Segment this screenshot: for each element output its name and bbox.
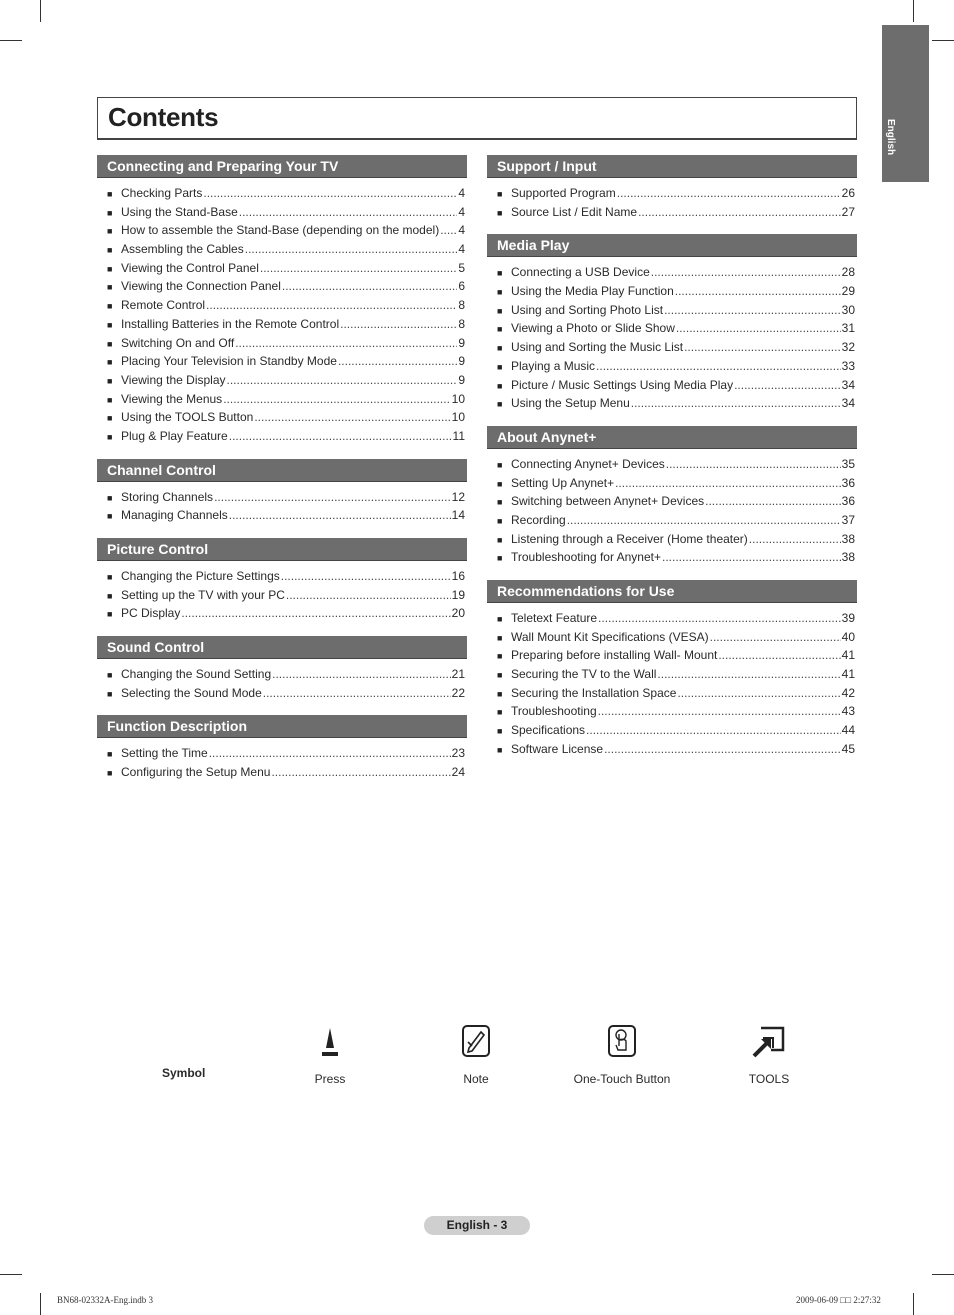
toc-section <box>97 636 467 702</box>
symbol-legend <box>0 1020 954 1090</box>
toc-entry-page: 37 <box>841 512 855 527</box>
bullet-icon: ■ <box>497 515 503 526</box>
toc-entry[interactable] <box>497 357 857 376</box>
toc-entry-page: 4 <box>458 186 465 200</box>
dot-leader <box>615 474 841 493</box>
toc-entry-title: Changing the Sound Setting <box>121 667 272 682</box>
language-tab-label: English <box>885 119 896 156</box>
toc-entry-title: Troubleshooting for Anynet+ <box>511 550 661 565</box>
toc-entry-page: 41 <box>841 648 855 663</box>
toc-entry-title: Installing Batteries in the Remote Control <box>121 316 340 331</box>
toc-entry-title: Recording <box>511 512 566 527</box>
toc-entry-title: Using and Sorting Photo List <box>511 302 664 317</box>
bullet-icon: ■ <box>107 301 113 312</box>
toc-section <box>97 155 467 446</box>
toc-entry[interactable] <box>107 184 467 203</box>
toc-entry[interactable] <box>497 609 857 628</box>
toc-entry-title: Changing the Picture Settings <box>121 569 280 583</box>
dot-leader <box>598 609 841 628</box>
toc-entry-title: Configuring the Setup Menu <box>121 765 271 780</box>
symbol-press <box>290 1020 370 1086</box>
toc-entry-title: Viewing the Menus <box>121 391 223 406</box>
toc-entry-title: Setting up the TV with your PC <box>121 587 285 602</box>
page-title: Contents <box>108 102 219 132</box>
bullet-icon: ■ <box>107 590 113 601</box>
toc-entry-title: Wall Mount Kit Specifications (VESA) <box>511 629 709 644</box>
dot-leader <box>598 702 841 721</box>
toc-entry[interactable] <box>107 567 467 586</box>
dot-leader <box>223 390 450 409</box>
toc-entry-page: 34 <box>841 396 855 411</box>
toc-entry-title: Storing Channels <box>121 489 214 504</box>
toc-entry-page: 40 <box>841 629 855 644</box>
toc-entry-page: 36 <box>841 494 855 509</box>
bullet-icon: ■ <box>107 263 113 274</box>
crop-mark <box>913 0 914 22</box>
bullet-icon: ■ <box>497 688 503 699</box>
bullet-icon: ■ <box>497 380 503 391</box>
toc-entry[interactable] <box>107 371 467 390</box>
toc-entry-title: Listening through a Receiver (Home theater) <box>511 531 748 546</box>
toc-entry-page: 27 <box>841 204 855 219</box>
toc-list <box>487 257 857 413</box>
footer-timestamp: 2009-06-09 □□ 2:27:32 <box>796 1295 881 1305</box>
toc-entry[interactable] <box>497 474 857 493</box>
toc-entry-title: Plug & Play Feature <box>121 428 228 443</box>
dot-leader <box>338 352 457 371</box>
toc-entry-page: 36 <box>841 475 855 490</box>
toc-entry-title: Picture / Music Settings Using Media Play <box>511 377 734 392</box>
toc-entry-page: 8 <box>458 316 465 331</box>
toc-list <box>97 659 467 702</box>
toc-entry-page: 23 <box>451 746 465 761</box>
toc-entry-page: 14 <box>451 508 465 523</box>
dot-leader <box>229 506 451 525</box>
toc-entry-page: 4 <box>458 242 465 257</box>
dot-leader <box>286 586 451 605</box>
toc-entry[interactable] <box>497 740 857 759</box>
section-heading: Connecting and Preparing Your TV <box>97 155 467 178</box>
bullet-icon: ■ <box>497 399 503 410</box>
dot-leader <box>617 184 841 203</box>
toc-entry[interactable] <box>107 684 467 703</box>
dot-leader <box>272 665 451 684</box>
toc-entry-page: 44 <box>841 723 855 738</box>
title-box <box>97 97 857 140</box>
toc-entry-page: 26 <box>841 186 855 200</box>
dot-leader <box>229 427 452 446</box>
toc-entry[interactable] <box>107 744 467 763</box>
bullet-icon: ■ <box>497 670 503 681</box>
toc-entry[interactable] <box>497 282 857 301</box>
bullet-icon: ■ <box>107 609 113 620</box>
toc-entry-page: 43 <box>841 704 855 719</box>
bullet-icon: ■ <box>497 305 503 316</box>
toc-entry-page: 9 <box>458 372 465 387</box>
dot-leader <box>675 282 841 301</box>
toc-list <box>487 603 857 759</box>
dot-leader <box>718 646 840 665</box>
toc-entry-title: Viewing the Control Panel <box>121 260 259 275</box>
dot-leader <box>245 240 458 259</box>
toc-section <box>487 155 857 221</box>
bullet-icon: ■ <box>497 189 503 199</box>
toc-entry-page: 31 <box>841 321 855 336</box>
toc-entry-title: Troubleshooting <box>511 704 597 719</box>
toc-entry-page: 10 <box>451 391 465 406</box>
toc-entry-title: Playing a Music <box>511 358 596 373</box>
toc-entry[interactable] <box>497 721 857 740</box>
toc-entry-page: 32 <box>841 340 855 355</box>
bullet-icon: ■ <box>107 768 113 779</box>
dot-leader <box>676 319 841 338</box>
toc-list <box>97 738 467 781</box>
dot-leader <box>281 567 451 586</box>
toc-list <box>487 178 857 221</box>
toc-entry-page: 33 <box>841 358 855 373</box>
toc-list <box>97 178 467 446</box>
toc-entry[interactable] <box>497 530 857 549</box>
bullet-icon: ■ <box>497 497 503 508</box>
toc-entry-page: 42 <box>841 685 855 700</box>
bullet-icon: ■ <box>497 459 503 470</box>
toc-entry-page: 29 <box>841 284 855 299</box>
dot-leader <box>567 511 841 530</box>
bullet-icon: ■ <box>107 431 113 442</box>
bullet-icon: ■ <box>497 207 503 218</box>
toc-entry-page: 5 <box>458 260 465 275</box>
toc-entry-title: Source List / Edit Name <box>511 204 638 219</box>
bullet-icon: ■ <box>497 707 503 718</box>
toc-entry-page: 21 <box>451 667 465 682</box>
toc-entry[interactable] <box>497 455 857 474</box>
dot-leader <box>340 315 457 334</box>
toc-entry-title: Placing Your Television in Standby Mode <box>121 354 337 369</box>
toc-entry-page: 39 <box>841 611 855 625</box>
toc-section <box>487 580 857 759</box>
bullet-icon: ■ <box>497 632 503 643</box>
bullet-icon: ■ <box>497 553 503 564</box>
toc-entry-title: Supported Program <box>511 186 616 200</box>
toc-entry[interactable] <box>497 263 857 282</box>
dot-leader <box>749 530 841 549</box>
toc-entry-title: Teletext Feature <box>511 611 598 625</box>
bullet-icon: ■ <box>107 338 113 349</box>
toc-entry-title: Connecting Anynet+ Devices <box>511 456 665 471</box>
crop-mark <box>913 1293 914 1315</box>
one-touch-button-icon <box>562 1020 682 1058</box>
dot-leader <box>181 604 450 623</box>
toc-section <box>97 715 467 781</box>
dot-leader <box>604 740 841 759</box>
bullet-icon: ■ <box>497 287 503 298</box>
toc-entry-page: 41 <box>841 667 855 682</box>
bullet-icon: ■ <box>497 614 503 624</box>
dot-leader <box>263 684 451 703</box>
dot-leader <box>203 184 457 203</box>
bullet-icon: ■ <box>107 749 113 760</box>
toc-entry-title: Switching between Anynet+ Devices <box>511 494 705 509</box>
bullet-icon: ■ <box>107 357 113 368</box>
toc-entry-page: 34 <box>841 377 855 392</box>
dot-leader <box>664 301 841 320</box>
toc-entry-page: 4 <box>458 223 465 238</box>
toc-entry[interactable] <box>107 586 467 605</box>
symbol-legend-label: Symbol <box>162 1066 206 1080</box>
dot-leader <box>705 492 841 511</box>
symbol-one-touch-label: One-Touch Button <box>573 1072 671 1086</box>
crop-mark <box>932 1274 954 1275</box>
section-heading: Function Description <box>97 715 467 738</box>
toc-entry[interactable] <box>107 221 467 240</box>
toc-entry-page: 9 <box>458 335 465 350</box>
toc-entry-title: Using the TOOLS Button <box>121 410 254 425</box>
toc-entry-title: Setting the Time <box>121 746 208 761</box>
toc-entry-page: 6 <box>458 279 465 294</box>
toc-list <box>97 482 467 525</box>
toc-entry[interactable] <box>107 259 467 278</box>
note-icon <box>436 1020 516 1058</box>
dot-leader <box>638 203 841 222</box>
symbol-press-label: Press <box>314 1072 346 1086</box>
symbol-note <box>436 1020 516 1086</box>
bullet-icon: ■ <box>497 744 503 755</box>
bullet-icon: ■ <box>107 207 113 218</box>
toc-entry[interactable] <box>497 665 857 684</box>
toc-section <box>487 426 857 567</box>
toc-entry-title: Using the Setup Menu <box>511 396 630 411</box>
toc-entry-page: 45 <box>841 741 855 756</box>
crop-mark <box>40 1293 41 1315</box>
dot-leader <box>677 684 840 703</box>
toc-entry-title: Specifications <box>511 723 586 738</box>
symbol-note-label: Note <box>463 1072 489 1086</box>
dot-leader <box>586 721 841 740</box>
dot-leader <box>239 203 458 222</box>
bullet-icon: ■ <box>497 478 503 489</box>
bullet-icon: ■ <box>497 726 503 737</box>
toc-entry-title: Securing the Installation Space <box>511 685 677 700</box>
toc-entry-title: Using and Sorting the Music List <box>511 340 684 355</box>
dot-leader <box>206 296 457 315</box>
toc-entry-title: Viewing a Photo or Slide Show <box>511 321 675 336</box>
section-heading: Media Play <box>487 234 857 257</box>
bullet-icon: ■ <box>497 343 503 354</box>
bullet-icon: ■ <box>107 319 113 330</box>
dot-leader <box>734 376 841 395</box>
toc-entry[interactable] <box>497 702 857 721</box>
dot-leader <box>710 628 841 647</box>
symbol-tools-label: TOOLS <box>748 1072 790 1086</box>
toc-entry-page: 22 <box>451 685 465 700</box>
toc-entry-title: Managing Channels <box>121 508 228 523</box>
bullet-icon: ■ <box>107 245 113 256</box>
toc-entry-page: 12 <box>451 489 465 504</box>
toc-entry[interactable] <box>107 763 467 782</box>
toc-entry-page: 9 <box>458 354 465 369</box>
bullet-icon: ■ <box>107 670 113 681</box>
bullet-icon: ■ <box>497 651 503 662</box>
toc-entry[interactable] <box>497 301 857 320</box>
toc-entry[interactable] <box>497 492 857 511</box>
toc-entry-title: Switching On and Off <box>121 335 235 350</box>
toc-entry-title: Using the Stand-Base <box>121 204 238 219</box>
toc-entry-title: Assembling the Cables <box>121 242 244 257</box>
toc-entry-page: 38 <box>841 531 855 546</box>
bullet-icon: ■ <box>107 492 113 503</box>
bullet-icon: ■ <box>107 226 113 237</box>
toc-section <box>487 234 857 413</box>
left-column <box>97 155 467 795</box>
toc-entry[interactable] <box>497 684 857 703</box>
toc-entry-title: Connecting a USB Device <box>511 265 650 280</box>
toc-list <box>487 449 857 567</box>
toc-entry-title: PC Display <box>121 606 181 621</box>
toc-entry-title: Viewing the Connection Panel <box>121 279 281 294</box>
toc-entry[interactable] <box>107 296 467 315</box>
toc-entry[interactable] <box>497 319 857 338</box>
toc-list <box>97 561 467 623</box>
toc-entry[interactable] <box>107 488 467 507</box>
section-heading: Support / Input <box>487 155 857 178</box>
toc-entry-page: 38 <box>841 550 855 565</box>
tools-icon <box>729 1020 809 1058</box>
toc-entry-page: 16 <box>451 569 465 583</box>
toc-entry[interactable] <box>107 390 467 409</box>
bullet-icon: ■ <box>107 282 113 293</box>
dot-leader <box>666 455 841 474</box>
toc-entry-title: Preparing before installing Wall- Mount <box>511 648 718 663</box>
bullet-icon: ■ <box>107 511 113 522</box>
press-icon <box>290 1020 370 1058</box>
crop-mark <box>40 0 41 22</box>
toc-entry[interactable] <box>497 646 857 665</box>
toc-entry-title: Checking Parts <box>121 186 203 200</box>
dot-leader <box>657 665 840 684</box>
toc-entry[interactable] <box>107 604 467 623</box>
symbol-tools <box>729 1020 809 1086</box>
symbol-one-touch <box>562 1020 682 1086</box>
section-heading: Picture Control <box>97 538 467 561</box>
footer-file-name: BN68-02332A-Eng.indb 3 <box>57 1295 153 1305</box>
section-heading: Recommendations for Use <box>487 580 857 603</box>
bullet-icon: ■ <box>107 375 113 386</box>
toc-entry[interactable] <box>497 376 857 395</box>
toc-entry-page: 4 <box>458 204 465 219</box>
toc-entry-page: 11 <box>452 428 465 443</box>
toc-entry[interactable] <box>107 408 467 427</box>
bullet-icon: ■ <box>497 324 503 335</box>
bullet-icon: ■ <box>497 268 503 279</box>
toc-entry[interactable] <box>497 394 857 413</box>
dot-leader <box>684 338 841 357</box>
language-tab <box>882 25 929 182</box>
dot-leader <box>271 763 450 782</box>
toc-entry[interactable] <box>497 338 857 357</box>
toc-entry-title: Selecting the Sound Mode <box>121 685 262 700</box>
dot-leader <box>214 488 451 507</box>
toc-entry-page: 28 <box>841 265 855 280</box>
dot-leader <box>662 548 841 567</box>
toc-entry-title: Using the Media Play Function <box>511 284 674 299</box>
bullet-icon: ■ <box>497 534 503 545</box>
toc-entry-title: Software License <box>511 741 604 756</box>
page-number-badge: English - 3 <box>424 1216 530 1235</box>
toc-entry-page: 24 <box>451 765 465 780</box>
section-heading: Channel Control <box>97 459 467 482</box>
toc-entry-page: 20 <box>451 606 465 621</box>
dot-leader <box>651 263 841 282</box>
toc-entry[interactable] <box>497 203 857 222</box>
toc-entry-page: 10 <box>451 410 465 425</box>
right-column <box>487 155 857 772</box>
toc-entry-page: 30 <box>841 302 855 317</box>
bullet-icon: ■ <box>497 361 503 372</box>
toc-entry[interactable] <box>107 203 467 222</box>
crop-mark <box>932 40 954 41</box>
dot-leader <box>209 744 451 763</box>
bullet-icon: ■ <box>107 189 113 199</box>
dot-leader <box>282 277 457 296</box>
toc-entry-title: Remote Control <box>121 298 206 313</box>
toc-section <box>97 538 467 623</box>
toc-entry-page: 8 <box>458 298 465 313</box>
dot-leader <box>440 221 457 240</box>
toc-section <box>97 459 467 525</box>
bullet-icon: ■ <box>107 394 113 405</box>
dot-leader <box>227 371 458 390</box>
toc-entry[interactable] <box>107 506 467 525</box>
toc-entry[interactable] <box>497 184 857 203</box>
toc-entry[interactable] <box>107 334 467 353</box>
dot-leader <box>596 357 841 376</box>
toc-entry-page: 19 <box>451 587 465 602</box>
bullet-icon: ■ <box>107 688 113 699</box>
crop-mark <box>0 40 22 41</box>
toc-entry-page: 35 <box>841 456 855 471</box>
dot-leader <box>254 408 450 427</box>
toc-entry[interactable] <box>107 427 467 446</box>
toc-entry[interactable] <box>497 548 857 567</box>
dot-leader <box>631 394 841 413</box>
section-heading: Sound Control <box>97 636 467 659</box>
toc-entry-title: How to assemble the Stand-Base (depending on the model) <box>121 223 440 238</box>
bullet-icon: ■ <box>107 572 113 582</box>
toc-entry[interactable] <box>497 511 857 530</box>
section-heading: About Anynet+ <box>487 426 857 449</box>
toc-entry[interactable] <box>107 240 467 259</box>
toc-entry[interactable] <box>497 628 857 647</box>
dot-leader <box>260 259 457 278</box>
toc-entry-title: Securing the TV to the Wall <box>511 667 657 682</box>
toc-entry-title: Viewing the Display <box>121 372 226 387</box>
toc-entry[interactable] <box>107 315 467 334</box>
toc-entry-title: Setting Up Anynet+ <box>511 475 615 490</box>
crop-mark <box>0 1274 22 1275</box>
toc-entry[interactable] <box>107 665 467 684</box>
toc-entry[interactable] <box>107 277 467 296</box>
dot-leader <box>235 334 457 353</box>
toc-entry[interactable] <box>107 352 467 371</box>
bullet-icon: ■ <box>107 413 113 424</box>
